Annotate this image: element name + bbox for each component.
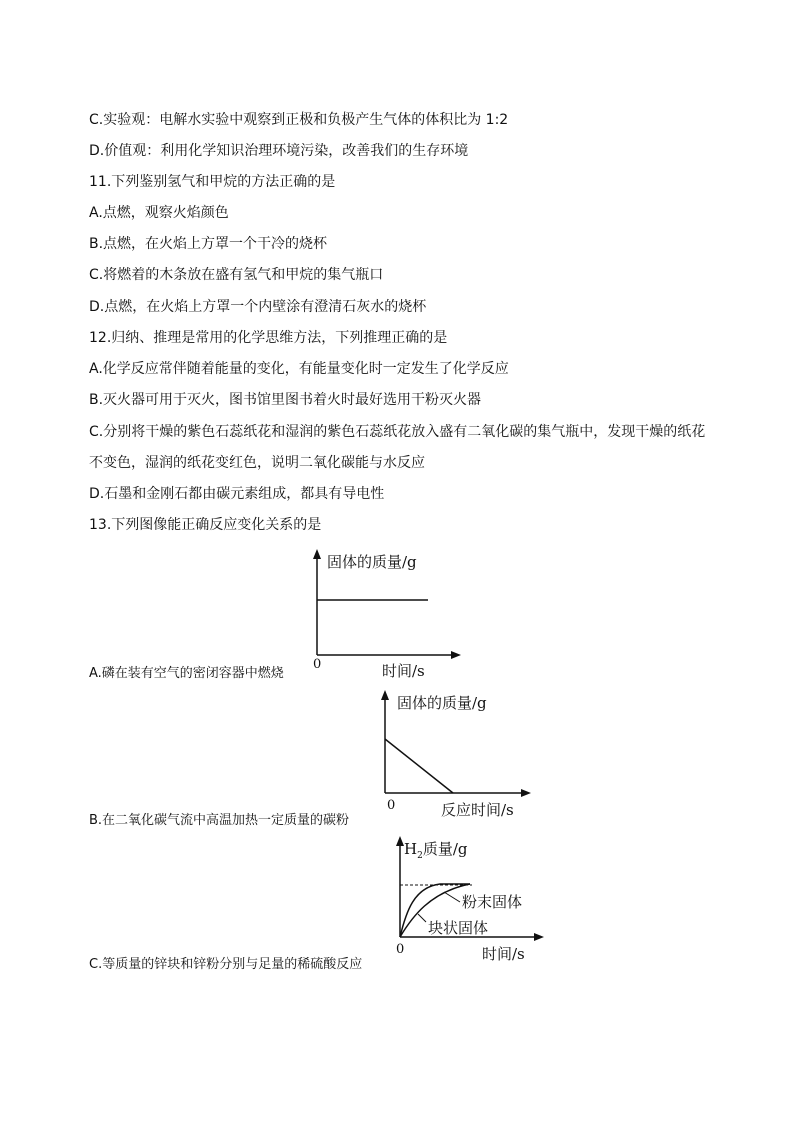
q13-option-a: A.磷在装有空气的密闭容器中燃烧: [89, 666, 284, 681]
q10-option-d: D.价值观：利用化学知识治理环境污染，改善我们的生存环境: [89, 143, 469, 159]
q12-option-a: A.化学反应常伴随着能量的变化，有能量变化时一定发生了化学反应: [89, 361, 509, 377]
q12-option-c-line2: 不变色，湿润的纸花变红色，说明二氧化碳能与水反应: [89, 455, 425, 471]
graph-a-y-arrow: [313, 549, 321, 559]
graph-b-y-arrow: [381, 690, 389, 700]
graph-a: [290, 545, 470, 680]
graph-c-label-powder: 粉末固体: [462, 893, 523, 911]
q12-option-d: D.石墨和金刚石都由碳元素组成，都具有导电性: [89, 486, 385, 502]
graph-a-ylabel: 固体的质量/g: [327, 553, 417, 571]
q13-option-b: B.在二氧化碳气流中高温加热一定质量的碳粉: [89, 813, 350, 828]
q12-option-c-line1: C.分别将干燥的紫色石蕊纸花和湿润的紫色石蕊纸花放入盛有二氧化碳的集气瓶中，发现干燥的纸花: [89, 424, 706, 440]
graph-c-y-arrow: [396, 836, 404, 846]
q11-option-d: D.点燃，在火焰上方罩一个内壁涂有澄清石灰水的烧杯: [89, 299, 427, 315]
graph-a-origin: 0: [313, 657, 322, 672]
q10-option-c: C.实验观：电解水实验中观察到正极和负极产生气体的体积比为 1:2: [89, 112, 509, 128]
graph-b-origin: 0: [387, 798, 396, 813]
q12-stem: 12.归纳、推理是常用的化学思维方法，下列推理正确的是: [89, 330, 448, 346]
q12-option-b: B.灭火器可用于灭火，图书馆里图书着火时最好选用干粉灭火器: [89, 392, 482, 408]
graph-a-xlabel: 时间/s: [382, 662, 425, 680]
graph-c-label-block: 块状固体: [428, 919, 489, 937]
graph-b-mass-line: [385, 739, 453, 793]
q13-option-c: C.等质量的锌块和锌粉分别与足量的稀硫酸反应: [89, 957, 363, 972]
q11-option-b: B.点燃，在火焰上方罩一个干冷的烧杯: [89, 236, 328, 252]
graph-b: [365, 688, 545, 823]
graph-b-x-arrow: [521, 789, 531, 797]
q13-stem: 13.下列图像能正确反应变化关系的是: [89, 517, 322, 533]
graph-a-x-arrow: [451, 651, 461, 659]
graph-c-x-arrow: [534, 933, 544, 941]
graph-b-ylabel: 固体的质量/g: [397, 694, 487, 712]
graph-c: [380, 832, 560, 967]
q11-option-c: C.将燃着的木条放在盛有氢气和甲烷的集气瓶口: [89, 267, 384, 283]
q11-stem: 11.下列鉴别氢气和甲烷的方法正确的是: [89, 174, 336, 190]
graph-b-xlabel: 反应时间/s: [441, 801, 514, 819]
graph-c-origin: 0: [396, 942, 405, 957]
graph-c-pointer-powder: [444, 892, 460, 902]
graph-c-ylabel: $H_2$质量/g: [404, 840, 468, 861]
graph-c-pointer-block: [418, 914, 426, 922]
q11-option-a: A.点燃，观察火焰颜色: [89, 205, 229, 221]
graph-c-xlabel: 时间/s: [482, 945, 525, 963]
